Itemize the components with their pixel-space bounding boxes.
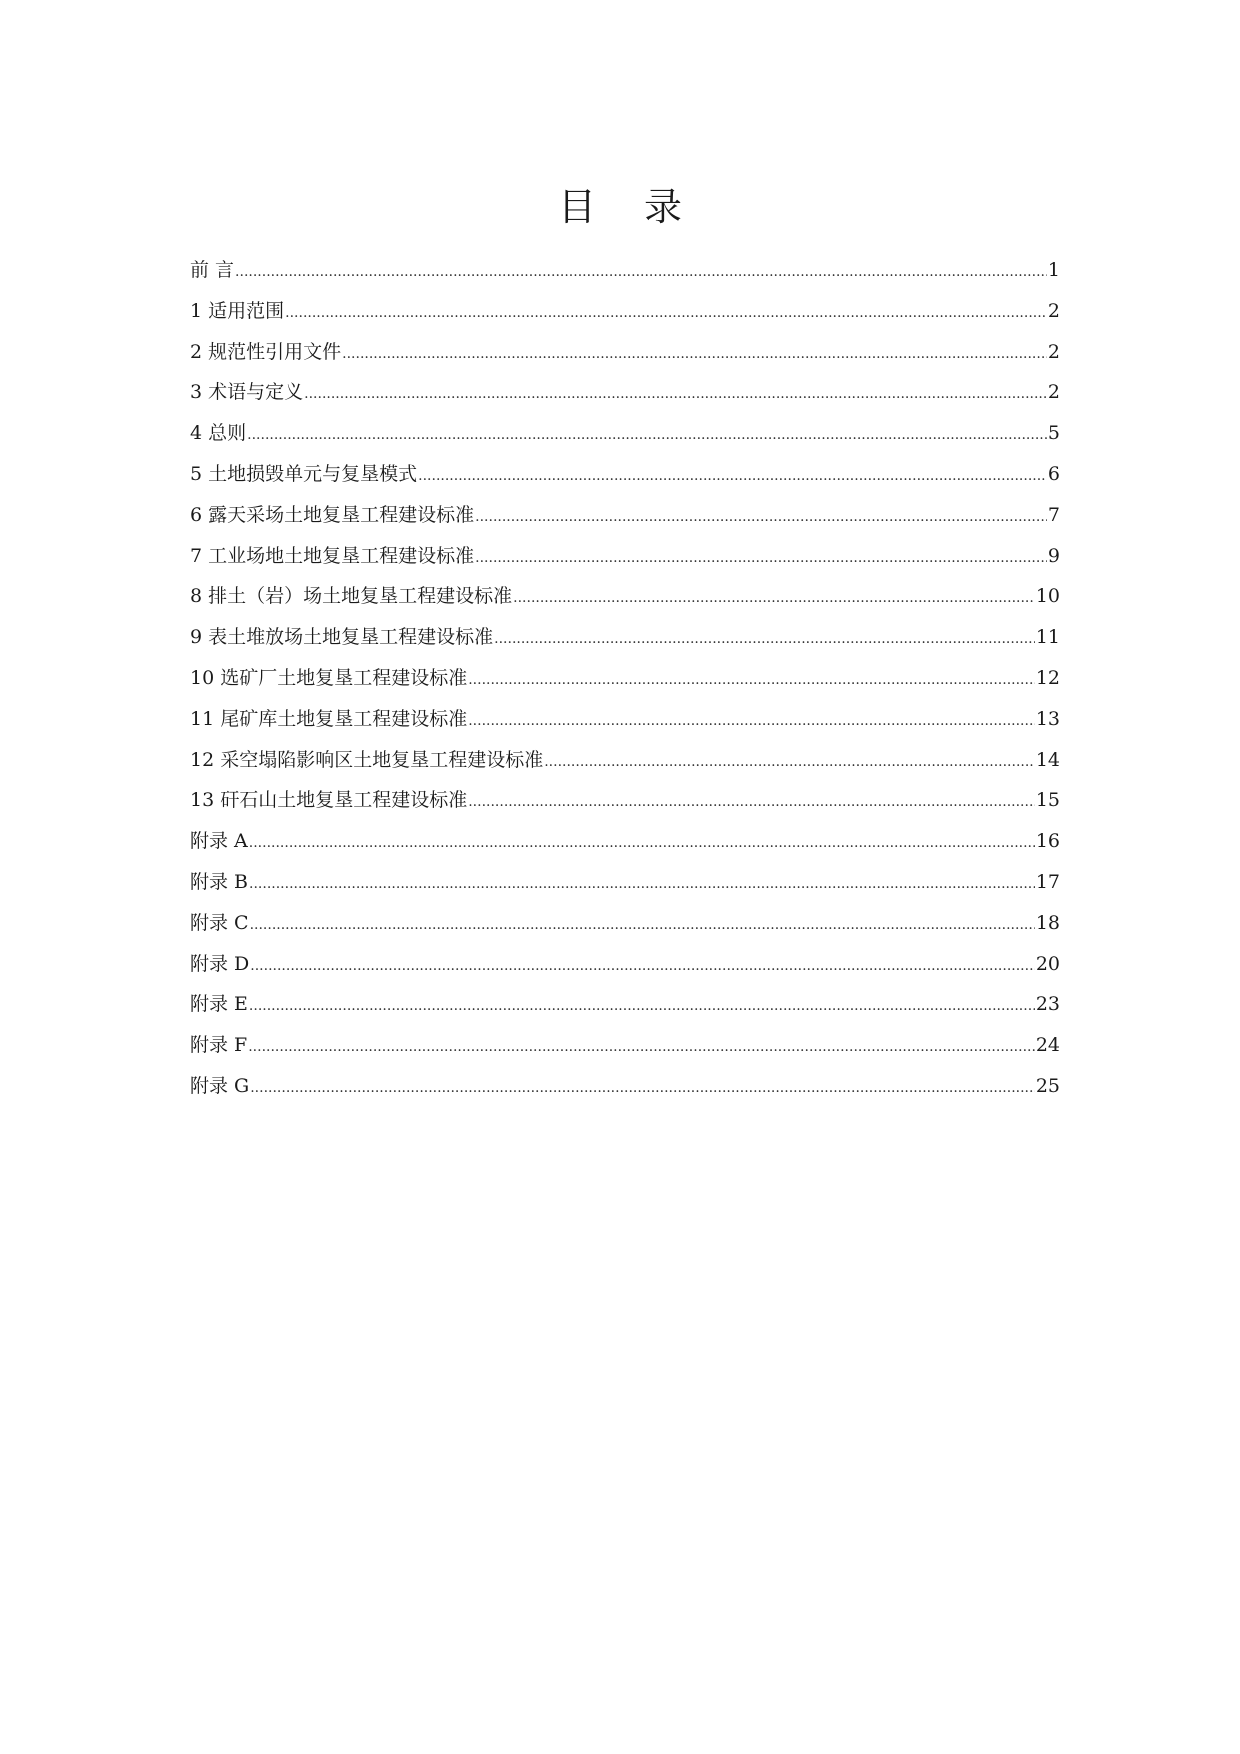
toc-entry[interactable]: [190, 291, 1060, 332]
toc-dot-leader: [513, 576, 1035, 619]
toc-entry[interactable]: [190, 699, 1060, 740]
toc-entry-page-number: 2: [1047, 340, 1060, 363]
toc-entry-page-number: 18: [1035, 911, 1060, 934]
toc-entry-page-number: 23: [1035, 993, 1060, 1016]
toc-entry-page-number: 1: [1047, 259, 1060, 281]
toc-entry-page-number: 7: [1047, 503, 1060, 526]
toc-entry-page-number: 10: [1035, 585, 1060, 608]
toc-entry[interactable]: [190, 372, 1060, 413]
toc-entry[interactable]: [190, 740, 1060, 781]
toc-entry-label: 附录 E: [190, 993, 248, 1016]
toc-entry-label: 5 土地损毁单元与复垦模式: [190, 462, 418, 485]
toc-entry-label: 8 排土（岩）场土地复垦工程建设标准: [190, 585, 513, 608]
toc-entry[interactable]: [190, 984, 1060, 1025]
toc-entry-page-number: 2: [1047, 381, 1060, 404]
toc-entry[interactable]: [190, 536, 1060, 577]
toc-entry-label: 10 选矿厂土地复垦工程建设标准: [190, 666, 468, 689]
toc-entry-label: 附录 F: [190, 1034, 248, 1057]
toc-entry-label: 附录 D: [190, 952, 250, 975]
toc-entry-page-number: 15: [1035, 789, 1060, 812]
toc-dot-leader: [235, 250, 1047, 293]
toc-entry-label: 2 规范性引用文件: [190, 340, 342, 363]
toc-entry-page-number: 11: [1035, 626, 1060, 649]
toc-entry-label: 3 术语与定义: [190, 381, 304, 404]
toc-entry-label: 7 工业场地土地复垦工程建设标准: [190, 544, 475, 567]
toc-entry[interactable]: [190, 332, 1060, 373]
toc-entry-label: 附录 G: [190, 1074, 250, 1097]
toc-entry[interactable]: [190, 862, 1060, 903]
toc-entry[interactable]: [190, 1025, 1060, 1066]
toc-entry[interactable]: [190, 576, 1060, 617]
toc-entry[interactable]: [190, 780, 1060, 821]
toc-dot-leader: [304, 372, 1047, 415]
toc-entry-label: 11 尾矿库土地复垦工程建设标准: [190, 707, 468, 730]
toc-entry[interactable]: [190, 1066, 1060, 1107]
toc-entry-page-number: 2: [1047, 299, 1060, 322]
toc-entry-page-number: 9: [1047, 544, 1060, 567]
toc-entry[interactable]: [190, 413, 1060, 454]
toc-dot-leader: [247, 413, 1047, 456]
toc-title: 目 录: [557, 185, 701, 229]
toc-entry[interactable]: [190, 944, 1060, 985]
toc-entry-label: 附录 A: [190, 830, 248, 853]
toc-list: [190, 250, 1060, 1107]
toc-entry-page-number: 17: [1035, 870, 1060, 893]
toc-dot-leader: [494, 617, 1035, 660]
toc-dot-leader: [475, 536, 1047, 579]
toc-dot-leader: [468, 699, 1035, 742]
toc-entry[interactable]: [190, 250, 1060, 291]
toc-entry[interactable]: [190, 903, 1060, 944]
toc-entry-page-number: 5: [1047, 422, 1060, 445]
toc-entry[interactable]: [190, 617, 1060, 658]
toc-entry[interactable]: [190, 821, 1060, 862]
toc-dot-leader: [544, 740, 1035, 783]
toc-dot-leader: [468, 658, 1035, 701]
toc-dot-leader: [248, 1025, 1035, 1068]
toc-dot-leader: [468, 780, 1035, 823]
toc-dot-leader: [249, 821, 1035, 864]
toc-dot-leader: [249, 984, 1035, 1027]
toc-entry-label: 附录 C: [190, 911, 249, 934]
toc-entry-label: 1 适用范围: [190, 299, 285, 322]
toc-entry[interactable]: [190, 495, 1060, 536]
toc-entry-label: 前 言: [190, 259, 235, 281]
toc-entry-label: 4 总则: [190, 422, 247, 445]
toc-dot-leader: [250, 1066, 1035, 1109]
toc-entry-label: 13 矸石山土地复垦工程建设标准: [190, 789, 468, 812]
toc-dot-leader: [475, 495, 1047, 538]
toc-entry-label: 附录 B: [190, 870, 249, 893]
toc-dot-leader: [250, 944, 1035, 987]
toc-entry-page-number: 24: [1035, 1034, 1060, 1057]
toc-entry-label: 9 表土堆放场土地复垦工程建设标准: [190, 626, 494, 649]
toc-dot-leader: [342, 332, 1047, 375]
toc-entry-label: 12 采空塌陷影响区土地复垦工程建设标准: [190, 748, 544, 771]
toc-dot-leader: [285, 291, 1047, 334]
toc-entry-page-number: 6: [1047, 462, 1060, 485]
toc-entry-label: 6 露天采场土地复垦工程建设标准: [190, 503, 475, 526]
toc-entry[interactable]: [190, 658, 1060, 699]
toc-entry-page-number: 13: [1035, 707, 1060, 730]
toc-entry-page-number: 20: [1035, 952, 1060, 975]
toc-dot-leader: [418, 454, 1047, 497]
toc-dot-leader: [250, 903, 1035, 946]
toc-entry-page-number: 16: [1035, 830, 1060, 853]
toc-dot-leader: [249, 862, 1035, 905]
toc-entry[interactable]: [190, 454, 1060, 495]
toc-entry-page-number: 14: [1035, 748, 1060, 771]
toc-entry-page-number: 12: [1035, 666, 1060, 689]
toc-entry-page-number: 25: [1035, 1074, 1060, 1097]
